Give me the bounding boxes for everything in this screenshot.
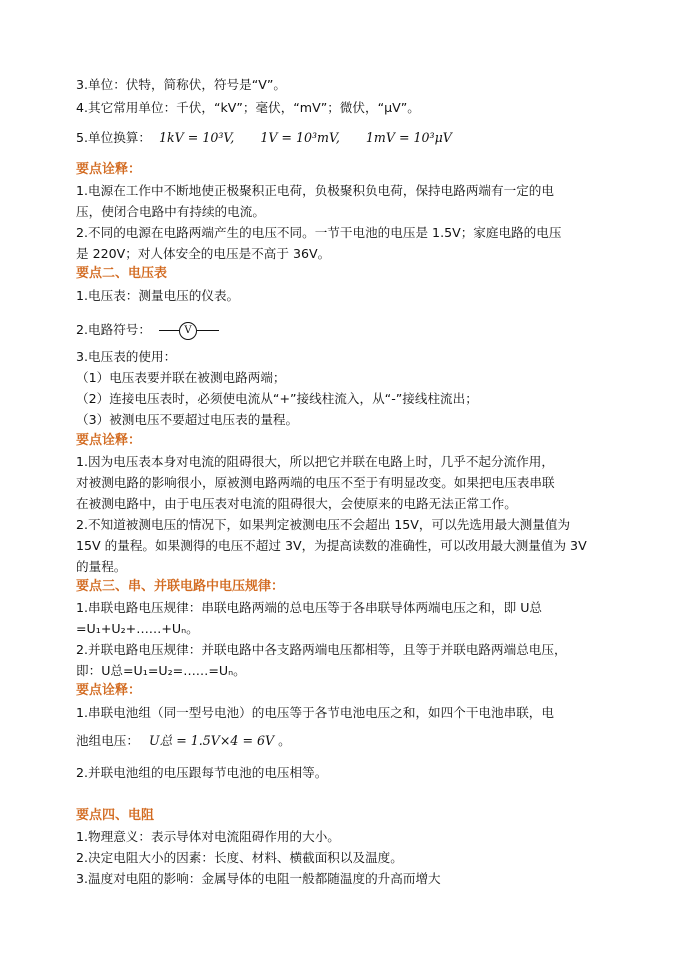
voltmeter-symbol-icon: [159, 322, 221, 340]
text-line: 4.其它常用单位：千伏，“kV”；毫伏，“mV”；微伏，“μV”。: [76, 100, 420, 115]
battery-voltage-line: [76, 731, 291, 751]
text-line: 1.串联电路电压规律：串联电路两端的总电压等于各串联导体两端电压之和，即 U总: [76, 600, 543, 615]
text-line: 2.决定电阻大小的因素：长度、材料、横截面积以及温度。: [76, 850, 403, 865]
formula: 1mV = 10³μV: [365, 130, 452, 145]
formula: 1kV = 10³V,: [159, 130, 235, 145]
formula: 1V = 10³mV,: [260, 130, 340, 145]
circuit-symbol-line: [76, 320, 221, 340]
text-line: 3.电压表的使用：: [76, 349, 177, 364]
text-line: 1.电源在工作中不断地使正极聚积正电荷，负极聚积负电荷，保持电路两端有一定的电: [76, 183, 554, 198]
section-heading: 要点三、串、并联电路中电压规律：: [76, 579, 285, 594]
text-line: 3.温度对电阻的影响：金属导体的电阻一般都随温度的升高而增大: [76, 871, 441, 886]
text-line: 2.不同的电源在电路两端产生的电压不同。一节干电池的电压是 1.5V；家庭电路的电压: [76, 225, 562, 240]
text-label: 。: [278, 733, 291, 748]
text-line: （3）被测电压不要超过电压表的量程。: [76, 412, 299, 427]
text-line: 1.物理意义：表示导体对电流阻碍作用的大小。: [76, 829, 340, 844]
text-line: （2）连接电压表时，必须使电流从“+”接线柱流入，从“-”接线柱流出；: [76, 391, 478, 406]
text-label: 2.电路符号：: [76, 322, 151, 337]
text-line: 1.电压表：测量电压的仪表。: [76, 288, 240, 303]
section-heading: 要点诠释：: [76, 433, 142, 448]
text-line: 压，使闭合电路中有持续的电流。: [76, 204, 265, 219]
text-line: 2.并联电池组的电压跟每节电池的电压相等。: [76, 765, 328, 780]
text-line: 1.因为电压表本身对电流的阻碍很大，所以把它并联在电路上时，几乎不起分流作用，: [76, 454, 554, 469]
text-line: 3.单位：伏特，简称伏，符号是“V”。: [76, 77, 286, 92]
text-line: =U₁+U₂+……+Uₙ。: [76, 621, 199, 636]
text-line: 的量程。: [76, 559, 127, 574]
text-line: 1.串联电池组（同一型号电池）的电压等于各节电池电压之和，如四个干电池串联，电: [76, 705, 554, 720]
unit-conversion-line: [76, 128, 452, 148]
text-line: 15V 的量程。如果测得的电压不超过 3V，为提高读数的准确性，可以改用最大测量值为 3V: [76, 538, 587, 553]
text-line: 2.并联电路电压规律：并联电路中各支路两端电压都相等，且等于并联电路两端总电压，: [76, 642, 567, 657]
voltmeter-symbol-letter: V: [179, 322, 197, 340]
text-line: （1）电压表要并联在被测电路两端；: [76, 370, 286, 385]
text-label: 池组电压：: [76, 733, 139, 748]
text-line: 是 220V；对人体安全的电压是不高于 36V。: [76, 246, 331, 261]
section-heading: 要点诠释：: [76, 683, 142, 698]
section-heading: 要点诠释：: [76, 162, 142, 177]
text-line: 对被测电路的影响很小，原被测电路两端的电压不至于有明显改变。如果把电压表串联: [76, 475, 555, 490]
section-heading: 要点二、电压表: [76, 266, 168, 281]
section-heading: 要点四、电阻: [76, 808, 155, 823]
text-line: 在被测电路中，由于电压表对电流的阻碍很大，会使原来的电路无法正常工作。: [76, 496, 517, 511]
text-label: 5.单位换算：: [76, 130, 151, 145]
text-line: 即：U总=U₁=U₂=……=Uₙ。: [76, 663, 246, 678]
text-line: 2.不知道被测电压的情况下，如果判定被测电压不会超出 15V，可以先选用最大测量值为: [76, 517, 571, 532]
formula: U总 = 1.5V×4 = 6V: [148, 733, 275, 748]
